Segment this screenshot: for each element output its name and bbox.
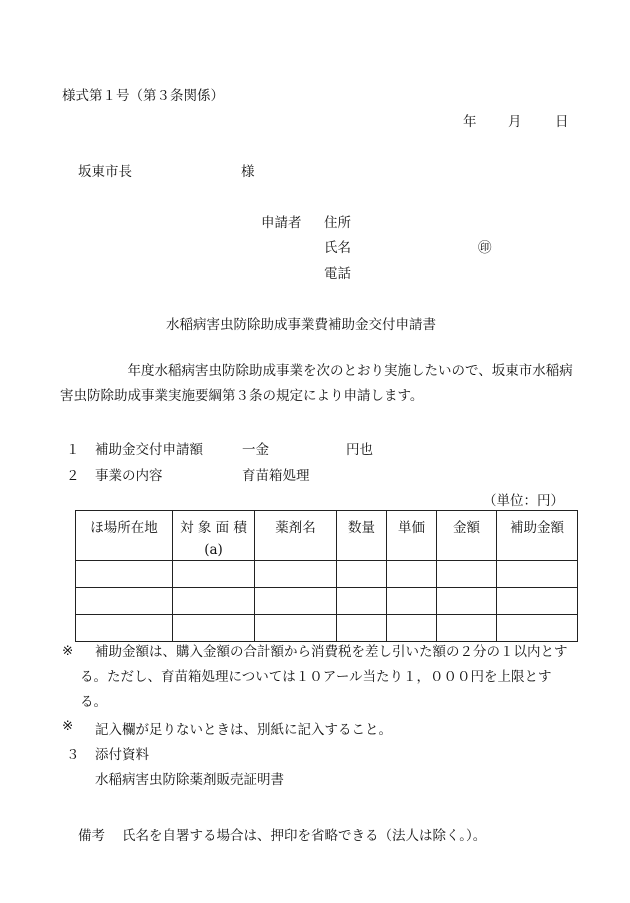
table-header-cell: 補助金額 (497, 511, 578, 561)
table-cell[interactable] (497, 615, 578, 642)
table-cell[interactable] (437, 615, 497, 642)
table-header-cell: 金額 (437, 511, 497, 561)
table-cell[interactable] (255, 561, 337, 588)
attachment-label: 添付資料 (95, 747, 149, 763)
note-text: 記入欄が足りないときは、別紙に記入すること。 (95, 722, 392, 738)
item-value: 育苗箱処理 (242, 468, 310, 484)
table-header-cell: 単価 (387, 511, 437, 561)
document-title: 水稲病害虫防除助成事業費補助金交付申請書 (166, 317, 436, 333)
table-row (76, 615, 578, 642)
subsidy-table (75, 510, 578, 642)
unit-note: （単位：円） (483, 493, 564, 509)
table-row (76, 588, 578, 615)
form-number: 様式第１号（第３条関係） (62, 88, 224, 104)
table-header-cell: 数量 (337, 511, 387, 561)
table-cell[interactable] (337, 615, 387, 642)
note-text: 補助金額は、購入金額の合計額から消費税を差し引いた額の２分の１以内とする。ただし、育苗箱処理については１０アール当たり１，０００円を上限とする。 (80, 644, 568, 710)
table-cell[interactable] (337, 588, 387, 615)
table-cell[interactable] (337, 561, 387, 588)
table-cell[interactable] (497, 561, 578, 588)
applicant-address-label: 住所 (324, 215, 351, 231)
applicant-label: 申請者 (261, 215, 302, 231)
table-cell[interactable] (255, 588, 337, 615)
applicant-name-label: 氏名 (324, 240, 351, 256)
item-label: 補助金交付申請額 (95, 442, 203, 458)
table-header-cell: 薬剤名 (255, 511, 337, 561)
table-cell[interactable] (173, 615, 255, 642)
attachment-number: ３ (66, 747, 80, 763)
table-cell[interactable] (387, 615, 437, 642)
seal-mark: ㊞ (478, 240, 492, 256)
table-cell[interactable] (437, 561, 497, 588)
table-cell[interactable] (76, 615, 173, 642)
table-header-cell: ほ場所在地 (76, 511, 173, 561)
table-cell[interactable] (173, 561, 255, 588)
item-number: １ (66, 442, 80, 458)
table-cell[interactable] (76, 588, 173, 615)
item-suffix: 円也 (346, 442, 373, 458)
table-header-cell: 対 象 面 積 (a) (173, 511, 255, 561)
note-mark: ※ (62, 718, 74, 734)
table-cell[interactable] (255, 615, 337, 642)
addressee-honorific: 様 (241, 164, 255, 180)
note-mark: ※ (62, 643, 74, 659)
date-month-label: 月 (508, 114, 522, 130)
item-value: 一金 (242, 442, 269, 458)
table-cell[interactable] (437, 588, 497, 615)
table-cell[interactable] (76, 561, 173, 588)
item-label: 事業の内容 (95, 468, 163, 484)
addressee-name: 坂東市長 (78, 164, 132, 180)
table-cell[interactable] (497, 588, 578, 615)
table-cell[interactable] (387, 588, 437, 615)
table-row (76, 561, 578, 588)
body-text: 年度水稲病害虫防除助成事業を次のとおり実施したいので、坂東市水稲病害虫防除助成事業実施要綱第３条の規定により申請します。 (60, 363, 573, 404)
item-number: ２ (66, 468, 80, 484)
table-header-row (76, 511, 578, 561)
attachment-item: 水稲病害虫防除薬剤販売証明書 (95, 772, 284, 788)
remarks-label: 備考 (78, 828, 105, 844)
date-year-label: 年 (463, 114, 477, 130)
applicant-phone-label: 電話 (324, 266, 351, 282)
table-cell[interactable] (387, 561, 437, 588)
table-header-sub: (a) (204, 542, 223, 558)
table-cell[interactable] (173, 588, 255, 615)
date-day-label: 日 (555, 114, 569, 130)
remarks-text: 氏名を自署する場合は、押印を省略できる（法人は除く。）。 (122, 828, 487, 844)
